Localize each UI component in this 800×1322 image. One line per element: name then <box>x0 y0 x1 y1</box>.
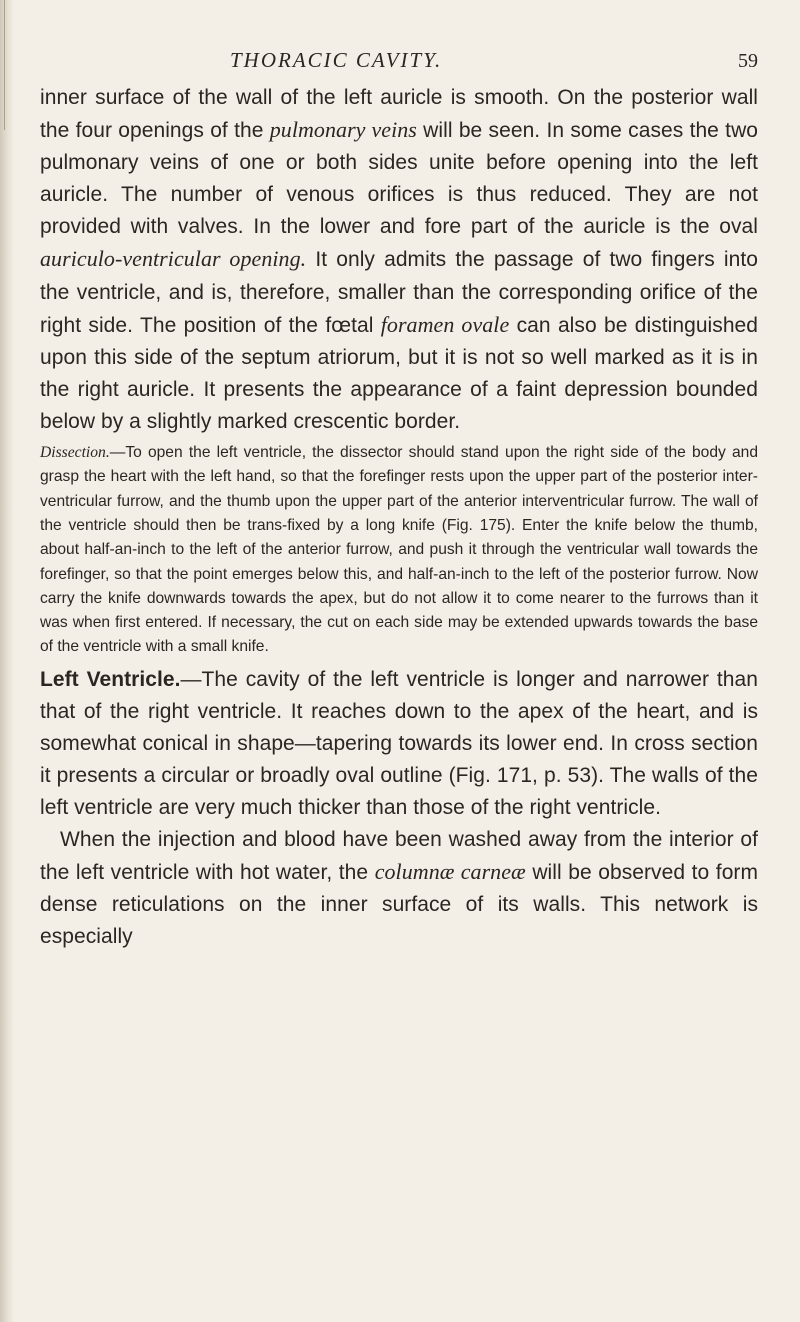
left-ventricle-paragraph <box>40 664 758 824</box>
term-auriculo-ventricular-opening: auriculo-ventricular opening. <box>40 246 307 272</box>
page-binding-edge <box>0 0 14 1322</box>
paragraph-text: inner surface of the wall of the left auricle is smooth. On the posterior wall the four openings of the <box>40 86 758 143</box>
paragraph-text: will be observed to form dense reticulations on the inner surface of its walls. This network is especially <box>40 861 759 949</box>
term-pulmonary-veins: pulmonary veins <box>269 117 417 143</box>
running-title: THORACIC CAVITY. <box>230 48 443 72</box>
term-columnae-carneae: columnæ carneæ <box>374 859 526 885</box>
paragraph-text: can also be distinguished upon this side of the septum atriorum, but it is not so well marked as it is in the right auricle. It presents the appearance of a faint depression bounded below by a slightly marked crescentic border. <box>40 313 759 433</box>
page-number: 59 <box>738 50 758 72</box>
paragraph-text: When the injection and blood have been washed away from the interior of the left ventricle with hot water, the <box>40 828 758 885</box>
dissection-label: Dissection. <box>40 444 110 462</box>
paragraph-text: It only admits the passage of two fingers into the ventricle, and is, therefore, smaller than the corresponding orifice of the right side. The position of the fœtal <box>40 248 758 337</box>
page-header <box>40 48 758 82</box>
page-binding-line <box>4 0 5 130</box>
left-ventricle-text: —The cavity of the left ventricle is longer and narrower than that of the right ventricle. It reaches down to the apex of the heart, and is somewhat conical in shape—tapering towards its lower end. In cross section it presents a circular or broadly oval outline (Fig. 171, p. 53). The walls of the left ventricle are very much thicker than those of the right ventricle. <box>40 667 758 820</box>
book-page <box>40 48 758 954</box>
paragraph-text: will be seen. In some cases the two pulmonary veins of one or both sides unite before opening into the left auricle. The number of venous orifices is thus reduced. They are not provided with valves. In the lower and fore part of the auricle is the oval <box>40 119 759 239</box>
term-foramen-ovale: foramen ovale <box>380 311 510 337</box>
left-ventricle-heading: Left Ventricle. <box>40 667 181 691</box>
paragraph-left-auricle <box>40 82 758 438</box>
columnae-carneae-paragraph <box>40 824 758 953</box>
dissection-paragraph <box>40 441 758 660</box>
dissection-text: —To open the left ventricle, the dissector should stand upon the right side of the body and grasp the heart with the left hand, so that the forefinger rests upon the upper part of the posterior inter-ventricular furrow, and the thumb upon the upper part of the anterior interventricular furrow. The wall of the ventricle should then be trans-fixed by a long knife (Fig. 175). Enter the knife below the thumb, about half-an-inch to the left of the anterior furrow, and push it through the ventricular wall towards the forefinger, so that the point emerges below this, and half-an-inch to the left of the posterior furrow. Now carry the knife downwards towards the apex, but do not allow it to come nearer to the furrows than it was when first entered. If necessary, the cut on each side may be extended upwards towards the base of the ventricle with a small knife. <box>40 444 758 656</box>
